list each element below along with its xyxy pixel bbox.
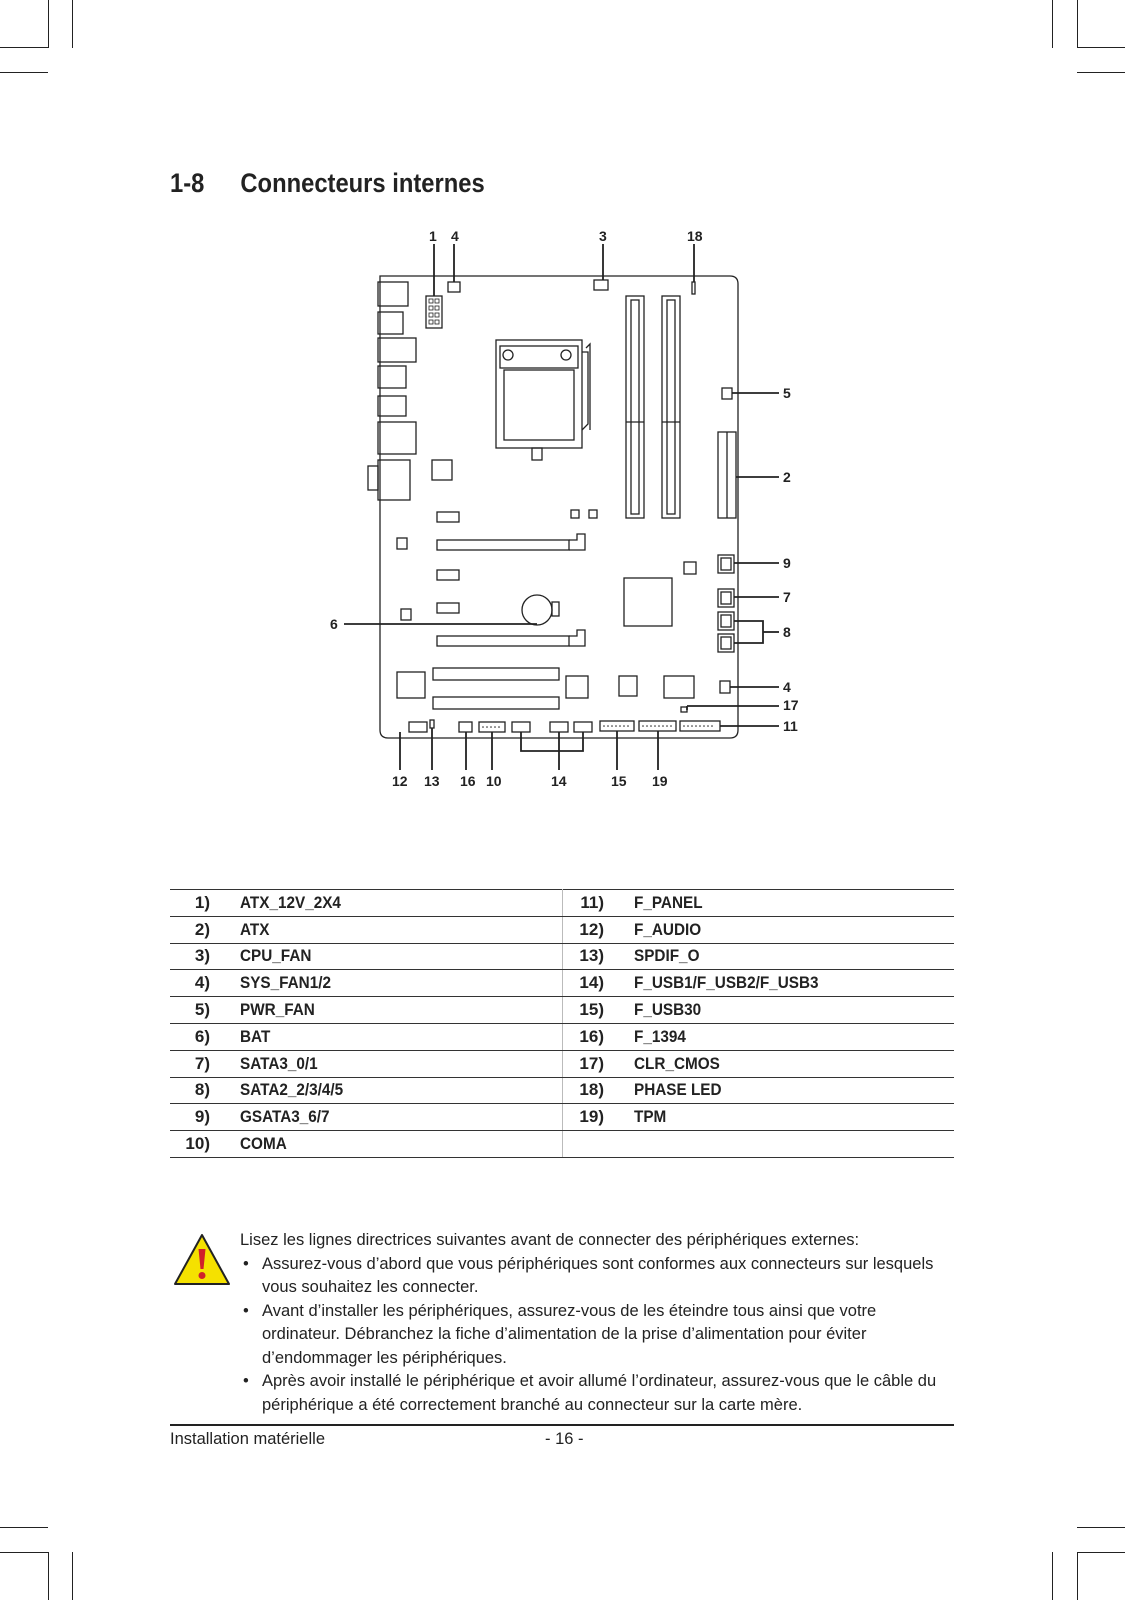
connector-name: BAT xyxy=(240,1026,271,1046)
callout-label: 15 xyxy=(611,773,627,789)
callout-label: 18 xyxy=(687,228,703,244)
connector-number: 11) xyxy=(563,890,635,917)
empty-cell xyxy=(563,1131,635,1158)
section-number: 1-8 xyxy=(170,168,205,198)
callout-label: 12 xyxy=(392,773,408,789)
battery xyxy=(522,595,552,625)
connector-name: SATA3_0/1 xyxy=(240,1053,318,1073)
f-usb30-header xyxy=(600,721,634,731)
table-row xyxy=(170,1131,954,1158)
connector-name: GSATA3_6/7 xyxy=(240,1107,330,1127)
callout-label: 6 xyxy=(330,616,338,632)
io-port xyxy=(378,366,406,388)
callout-label: 11 xyxy=(783,718,798,734)
table-row xyxy=(170,890,954,917)
callout-label: 17 xyxy=(783,697,799,713)
sys-fan-header-top xyxy=(448,282,460,292)
connector-name: F_USB30 xyxy=(634,1000,702,1020)
callout-label: 13 xyxy=(424,773,440,789)
spdif-header xyxy=(430,720,434,728)
io-port xyxy=(378,460,410,500)
io-port xyxy=(378,282,408,306)
warning-intro: Lisez les lignes directrices suivantes avant de connecter des périphériques externes: xyxy=(240,1231,860,1249)
connector-name: SPDIF_O xyxy=(634,946,700,966)
cpu-socket xyxy=(496,340,590,460)
connector-number: 14) xyxy=(563,970,635,997)
connector-number: 18) xyxy=(563,1077,635,1104)
connector-name: F_1394 xyxy=(634,1026,686,1046)
connector-number: 3) xyxy=(170,943,240,970)
table-row xyxy=(170,916,954,943)
warning-text xyxy=(240,1229,955,1417)
connector-name: SATA2_2/3/4/5 xyxy=(240,1080,344,1100)
connector-number: 17) xyxy=(563,1050,635,1077)
connector-number: 4) xyxy=(170,970,240,997)
callout-label: 5 xyxy=(783,385,791,401)
callout-label: 1 xyxy=(429,228,437,244)
connector-name: CPU_FAN xyxy=(240,946,312,966)
table-row xyxy=(170,1104,954,1131)
atx-connector xyxy=(718,432,736,518)
io-port xyxy=(378,312,403,334)
footer-section-name: Installation matérielle xyxy=(170,1430,325,1448)
warning-item: • Avant d’installer les périphériques, assurez-vous de les éteindre tous ainsi que votre ordinateur. Débranchez la fiche d’alimentation de la prise d’alimentation pour éviter d’endommager les périphériques. xyxy=(240,1300,955,1371)
connector-name: ATX_12V_2X4 xyxy=(240,892,341,912)
connector-name: F_PANEL xyxy=(634,892,703,912)
table-row xyxy=(170,1023,954,1050)
connector-number: 9) xyxy=(170,1104,240,1131)
phase-led xyxy=(692,282,695,294)
callout-label: 8 xyxy=(783,624,791,640)
connector-number: 6) xyxy=(170,1023,240,1050)
table-row xyxy=(170,970,954,997)
connector-number: 1) xyxy=(170,890,240,917)
chipset xyxy=(624,578,672,626)
connector-number: 5) xyxy=(170,997,240,1024)
f-usb-header xyxy=(512,722,530,732)
connector-table xyxy=(170,889,954,1158)
table-row xyxy=(170,1077,954,1104)
io-chip xyxy=(432,460,452,480)
io-port xyxy=(378,422,416,454)
connector-name: PHASE LED xyxy=(634,1080,722,1100)
callout-label: 4 xyxy=(451,228,459,244)
callout-label: 14 xyxy=(551,773,567,789)
callout-label: 4 xyxy=(783,679,791,695)
connector-number: 16) xyxy=(563,1023,635,1050)
footer-rule xyxy=(170,1424,954,1426)
pwr-fan-header xyxy=(722,388,732,399)
connector-number: 12) xyxy=(563,916,635,943)
f-usb-header xyxy=(550,722,568,732)
connector-number: 2) xyxy=(170,916,240,943)
callout-label: 9 xyxy=(783,555,791,571)
connector-name: PWR_FAN xyxy=(240,1000,315,1020)
callout-label: 16 xyxy=(460,773,476,789)
callout-label: 2 xyxy=(783,469,791,485)
connector-number: 7) xyxy=(170,1050,240,1077)
warning-list xyxy=(240,1253,955,1418)
connector-number: 10) xyxy=(170,1131,240,1158)
f-1394-header xyxy=(459,722,472,732)
connector-number: 13) xyxy=(563,943,635,970)
connector-number: 15) xyxy=(563,997,635,1024)
io-port xyxy=(368,466,378,490)
connector-number: 8) xyxy=(170,1077,240,1104)
connector-name: COMA xyxy=(240,1134,287,1154)
connector-number: 19) xyxy=(563,1104,635,1131)
dimm-slots xyxy=(626,296,680,518)
f-usb-header xyxy=(574,722,592,732)
connector-name: ATX xyxy=(240,919,270,939)
callout-label: 7 xyxy=(783,589,791,605)
warning-icon xyxy=(172,1232,232,1288)
table-row xyxy=(170,1050,954,1077)
connector-name: F_AUDIO xyxy=(634,919,702,939)
atx12v-connector xyxy=(426,296,442,328)
empty-cell xyxy=(634,1131,954,1158)
page-number: - 16 - xyxy=(545,1430,584,1448)
cpu-fan-header xyxy=(594,280,608,290)
connector-name: SYS_FAN1/2 xyxy=(240,973,331,993)
f-audio-header xyxy=(409,722,427,732)
callout-label: 10 xyxy=(486,773,502,789)
pcie-slots xyxy=(433,512,585,709)
warning-item: • Après avoir installé le périphérique et avoir allumé l’ordinateur, assurez-vous que le câble du périphérique a été correctement branché au connecteur sur la carte mère. xyxy=(240,1370,955,1417)
table-row xyxy=(170,943,954,970)
io-port xyxy=(378,396,406,416)
section-heading: Connecteurs internes xyxy=(240,168,485,198)
warning-item: • Assurez-vous d’abord que vous périphériques sont conformes aux connecteurs sur lesquels vous souhaitez les connecter. xyxy=(240,1253,955,1300)
connector-name: F_USB1/F_USB2/F_USB3 xyxy=(634,973,819,993)
connector-name: CLR_CMOS xyxy=(634,1053,720,1073)
callout-label: 19 xyxy=(652,773,668,789)
sys-fan-header-right xyxy=(720,681,730,693)
callout-label: 3 xyxy=(599,228,607,244)
io-port xyxy=(378,338,416,362)
connector-name: TPM xyxy=(634,1107,667,1127)
table-row xyxy=(170,997,954,1024)
